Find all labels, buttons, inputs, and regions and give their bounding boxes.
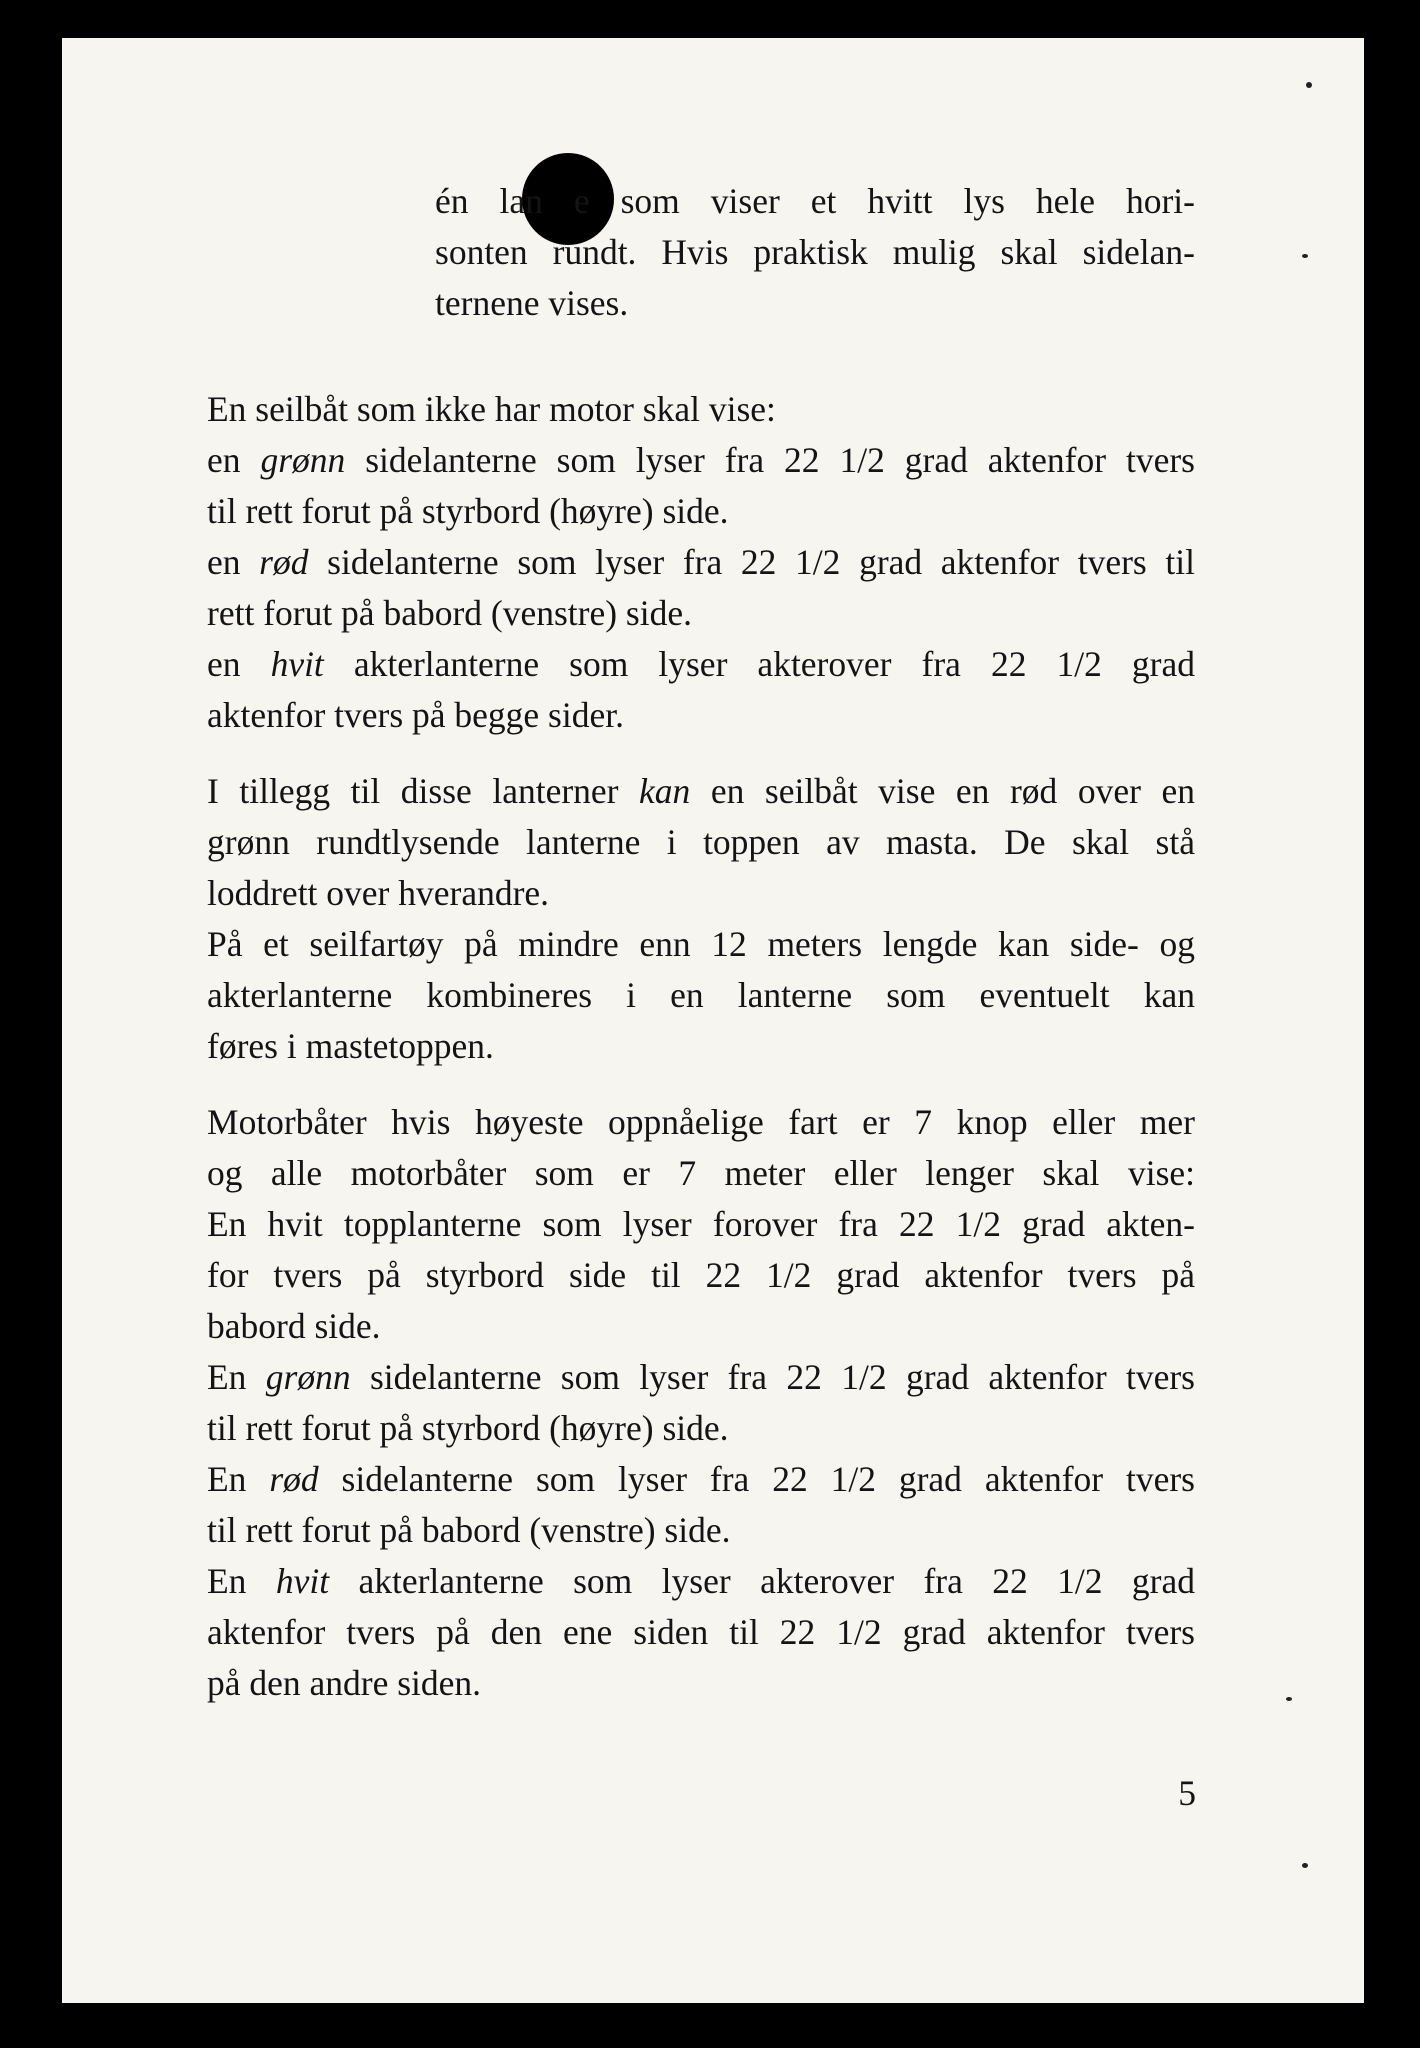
scan-speck: [1302, 254, 1308, 258]
text-line: en hvit akterlanterne som lyser akterover fra 22 1/2 grad: [207, 644, 1195, 684]
text-line: på den andre siden.: [207, 1663, 482, 1703]
text-line: I tillegg til disse lanterner kan en seilbåt vise en rød over en: [207, 771, 1195, 811]
italic-word: grønn: [265, 1357, 351, 1397]
text-line: én lan e som viser et hvitt lys hele hori-: [435, 181, 1195, 221]
text-line: føres i mastetoppen.: [207, 1026, 494, 1066]
text-line: En seilbåt som ikke har motor skal vise:: [207, 389, 776, 429]
text-line: En grønn sidelanterne som lyser fra 22 1/2 grad aktenfor tvers: [207, 1357, 1195, 1397]
page-number: 5: [1178, 1773, 1196, 1813]
text-line: En rød sidelanterne som lyser fra 22 1/2 grad aktenfor tvers: [207, 1459, 1195, 1499]
text-line: aktenfor tvers på begge sider.: [207, 695, 624, 735]
text-line: en rød sidelanterne som lyser fra 22 1/2 grad aktenfor tvers til: [207, 542, 1195, 582]
text-line: Motorbåter hvis høyeste oppnåelige fart er 7 knop eller mer: [207, 1102, 1195, 1142]
text-line: grønn rundtlysende lanterne i toppen av masta. De skal stå: [207, 822, 1195, 862]
text-line: loddrett over hverandre.: [207, 873, 550, 913]
text-line: akterlanterne kombineres i en lanterne som eventuelt kan: [207, 975, 1195, 1015]
text-line: aktenfor tvers på den ene siden til 22 1/2 grad aktenfor tvers: [207, 1612, 1195, 1652]
paragraph-mast-lights: [207, 766, 1195, 1072]
text-line: babord side.: [207, 1306, 381, 1346]
text-line: På et seilfartøy på mindre enn 12 meters lengde kan side- og: [207, 924, 1195, 964]
text-line: til rett forut på styrbord (høyre) side.: [207, 491, 729, 531]
text-line: sonten rundt. Hvis praktisk mulig skal sidelan-: [435, 232, 1195, 272]
text-line: En hvit topplanterne som lyser forover fra 22 1/2 grad akten-: [207, 1204, 1195, 1244]
scan-speck: [1286, 1697, 1292, 1701]
text-line: og alle motorbåter som er 7 meter eller lenger skal vise:: [207, 1153, 1195, 1193]
text-line: til rett forut på styrbord (høyre) side.: [207, 1408, 729, 1448]
italic-word: hvit: [275, 1561, 330, 1601]
text-line: til rett forut på babord (venstre) side.: [207, 1510, 731, 1550]
text-line: for tvers på styrbord side til 22 1/2 grad aktenfor tvers på: [207, 1255, 1195, 1295]
text-line: En hvit akterlanterne som lyser akterover fra 22 1/2 grad: [207, 1561, 1195, 1601]
paragraph-sailboat-lights: [207, 384, 1195, 741]
italic-word: grønn: [260, 440, 346, 480]
scan-speck: [1302, 1863, 1308, 1868]
scan-speck: [1306, 82, 1312, 88]
italic-word: kan: [639, 771, 691, 811]
italic-word: rød: [269, 1459, 319, 1499]
text-line: ternene vises.: [435, 283, 629, 323]
text-line: rett forut på babord (venstre) side.: [207, 593, 692, 633]
paragraph-motorboat-lights: [207, 1097, 1195, 1709]
italic-word: rød: [259, 542, 309, 582]
italic-word: hvit: [270, 644, 324, 684]
paragraph-continuation: [435, 176, 1195, 329]
text-line: en grønn sidelanterne som lyser fra 22 1/2 grad aktenfor tvers: [207, 440, 1195, 480]
